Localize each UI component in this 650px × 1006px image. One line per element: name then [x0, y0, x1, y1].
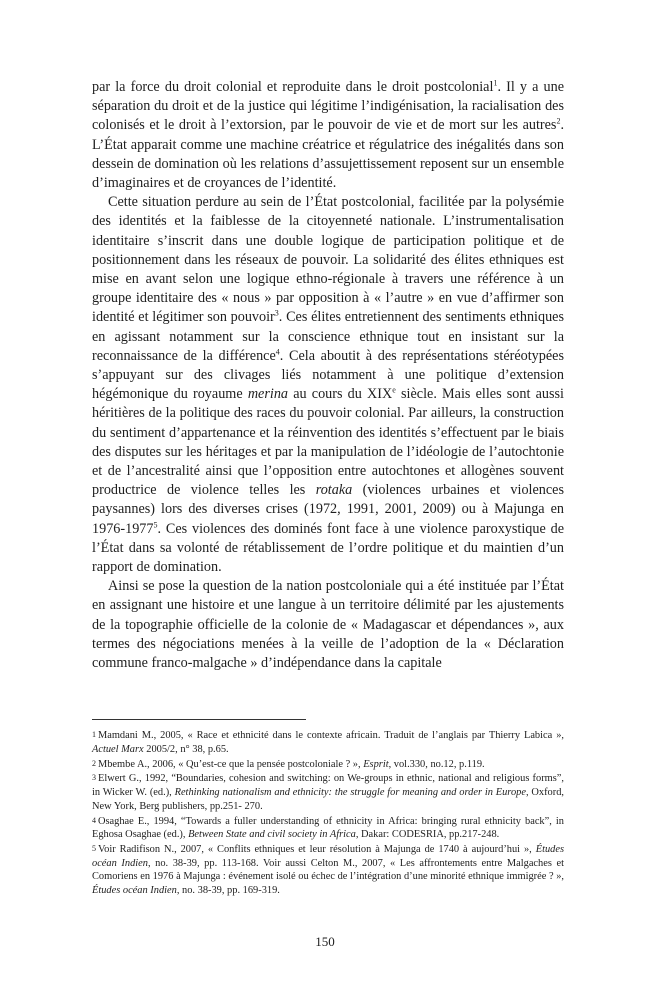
footnote-number: 2: [92, 758, 96, 768]
text-run: Osaghae E., 1994, “Towards a fuller understanding of ethnicity in Africa: bringing rural ethnicity back”, in Eghosa Osaghae (ed.),: [92, 815, 564, 841]
text-run: . Cela aboutit à des représentations stéréotypées s’appuyant sur des clivages liés notamment à une politique d’extension hégémonique du royaume: [92, 347, 564, 403]
text-run: , vol.330, no.12, p.119.: [388, 758, 485, 770]
italic-term: Études océan Indien: [92, 843, 564, 869]
italic-term: Actuel Marx: [92, 744, 144, 755]
italic-term: Between State and civil society in Africa: [188, 829, 356, 841]
text-run: , no. 38-39, pp. 113-168. Voir aussi Celton M., 2007, « Les affrontements entre Malgaches et Comoriens en 1976 à Majunga : événement isolé ou échec de l’intégration d’une minorité ethnique immigrée ? »,: [92, 857, 564, 883]
footnote-number: 3: [92, 773, 96, 783]
footnote-ref: 1: [493, 78, 498, 88]
footnote: [92, 842, 564, 898]
text-run: , Oxford, New York, Berg publishers, pp.251- 270.: [92, 787, 564, 812]
footnote-number: 4: [92, 815, 96, 825]
paragraph: [92, 78, 564, 193]
footnote: [92, 771, 564, 813]
text-run: siècle. Mais elles sont aussi héritières de la politique des races du pouvoir colonial. Par ailleurs, la construction du sentiment d’appartenance et la réinvention des identités s’effectuent par le biais des disputes sur les héritages et par la manipulation de l’idéologie de l’autochtonie et de l’ancestralité ainsi que l’opposition entre autochtones et allogènes souvent productrice de violence telles les: [92, 386, 564, 499]
text-run: Mbembe A., 2006, « Qu’est-ce que la pensée postcoloniale ? »,: [98, 758, 364, 770]
paragraph: [92, 577, 564, 673]
footnote-ref: e: [392, 385, 396, 395]
text-run: . Il y a une séparation du droit et de la justice qui légitime l’indigénisation, la racialisation des colonisés et le droit à l’extorsion, par le pouvoir de vie et de mort sur les autres: [92, 79, 565, 134]
paragraph: [92, 193, 564, 577]
text-run: Cette situation perdure au sein de l’État postcolonial, facilitée par la polysémie des identités et la faiblesse de la citoyenneté nationale. L’instrumentalisation identitaire s’inscrit dans une double logique de participation politique et de positionnement dans les réseaux de pouvoir. La solidarité des élites ethniques est mise en avant selon une logique ethno-régionale à travers une référence à un groupe identitaire des « nous » par opposition à « l’autre » en vue d’affirmer son identité et légitimer son pouvoir: [92, 194, 564, 326]
footnote: [92, 814, 564, 842]
text-run: . L’État apparait comme une machine créatrice et régulatrice des inégalités dans son dessein de domination où les relations d’assujettissement reposent sur un ensemble d’imaginaires et de croyances de l’identité.: [92, 117, 564, 192]
italic-term: rotaka: [315, 482, 353, 499]
text-run: . Ces élites entretiennent des sentiments ethniques en agissant notamment sur la conscience ethnique tout en insistant sur la reconnaissance de la différence: [92, 309, 564, 364]
footnote: [92, 728, 564, 756]
italic-term: Rethinking nationalism and ethnicity: the struggle for meaning and order in Europe: [174, 787, 526, 799]
text-run: Elwert G., 1992, “Boundaries, cohesion and switching: on We-groups in ethnic, national and religious forms”, in Wicker W. (ed.),: [92, 773, 564, 799]
footnote: [92, 757, 564, 772]
page-number: 150: [315, 934, 335, 949]
text-run: , no. 38-39, pp. 169-319.: [176, 885, 280, 897]
footnote-ref: 3: [274, 308, 279, 318]
text-run: 2005/2, n° 38, p.65.: [143, 744, 229, 755]
footnote-ref: 4: [275, 347, 280, 357]
text-run: , Dakar: CODESRIA, pp.217-248.: [355, 829, 500, 841]
italic-term: Esprit: [363, 758, 389, 770]
footnote-separator: [92, 719, 306, 720]
text-run: . Ces violences des dominés font face à une violence paroxystique de l’État dans sa volonté de rétablissement de l’ordre politique et du maintien d’un rapport de domination.: [92, 520, 564, 576]
italic-term: merina: [247, 386, 289, 403]
text-run: (violences urbaines et violences paysannes) lors des diverses crises (1972, 1991, 2001, 2009) ou à Majunga en 1976-1977: [92, 482, 564, 537]
text-run: Mamdani M., 2005, « Race et ethnicité dans le contexte africain. Traduit de l’anglais par Thierry Labica »,: [98, 730, 564, 742]
footnotes: [92, 728, 564, 897]
text-run: par la force du droit colonial et reproduite dans le droit postcolonial: [92, 79, 494, 95]
text-run: Ainsi se pose la question de la nation postcoloniale qui a été instituée par l’État en assignant une histoire et une langue à un territoire délimité par les ajustements de la topographie officielle de la colonie de « Madagascar et dépendances », aux termes des négociations menées à la veille de l’adoption de la « Déclaration commune franco-malgache » d’indépendance dans la capitale: [92, 578, 564, 672]
footnote-ref: 5: [153, 519, 158, 529]
footnote-number: 1: [92, 730, 96, 740]
text-run: au cours du XIX: [288, 386, 393, 403]
page: [92, 78, 564, 898]
footnote-number: 5: [92, 843, 96, 853]
footnote-ref: 2: [556, 116, 561, 126]
body-text: [92, 78, 564, 673]
text-run: Voir Radifison N., 2007, « Conflits ethniques et leur résolution à Majunga de 1740 à aujourd’hui »,: [98, 843, 536, 855]
italic-term: Études océan Indien: [92, 885, 177, 897]
